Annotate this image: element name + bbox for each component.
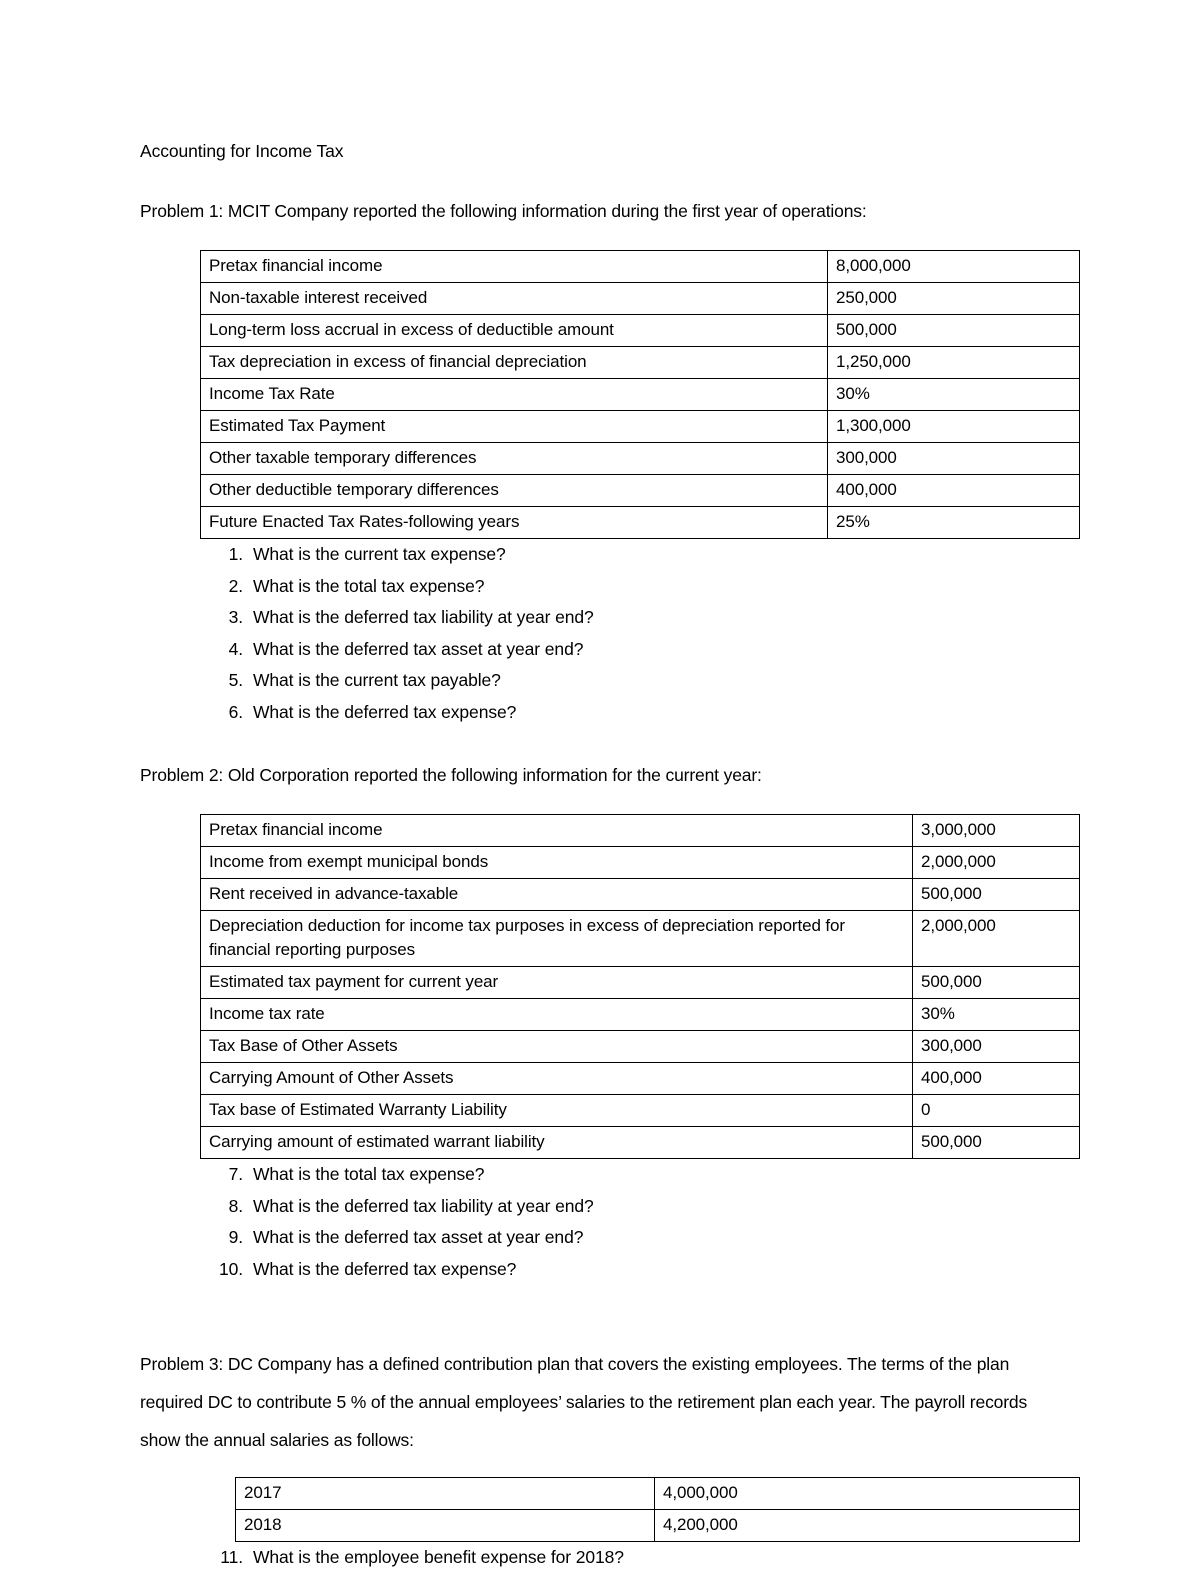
table-cell-label: Depreciation deduction for income tax purposes in excess of depreciation reported for financial reporting purposes [201,911,913,967]
problem-1-table [200,250,1080,539]
table-cell-label: Other deductible temporary differences [201,475,828,507]
problem-3-heading: Problem 3: DC Company has a defined contribution plan that covers the existing employees. The terms of the plan required DC to contribute 5 % of the annual employees’ salaries to the retirement plan each year. The payroll records show the annual salaries as follows: [140,1354,1028,1450]
table-cell-label: Rent received in advance-taxable [201,879,913,911]
list-item-number: 2. [228,575,243,596]
table-cell-label: Non-taxable interest received [201,283,828,315]
table-cell-value: 2,000,000 [913,847,1080,879]
table-cell-value: 4,200,000 [655,1510,1080,1542]
table-cell-value: 500,000 [913,1127,1080,1159]
table-cell-label: 2018 [236,1510,655,1542]
list-item-label: What is the total tax expense? [253,575,485,596]
list-item-number: 6. [228,701,243,722]
table-cell-label: Tax depreciation in excess of financial depreciation [201,347,828,379]
list-item-number: 10. [218,1258,243,1279]
table-cell-label: Estimated tax payment for current year [201,967,913,999]
table-row [201,379,1080,411]
table-cell-value: 300,000 [913,1031,1080,1063]
table-cell-label: Carrying Amount of Other Assets [201,1063,913,1095]
list-item-number: 5. [228,670,243,690]
table-row [201,283,1080,315]
list-item [140,539,1060,571]
table-body [236,1478,1080,1542]
list-item-label: What is the deferred tax asset at year end? [253,638,584,659]
list-item [140,697,1060,729]
list-item-label: What is the deferred tax liability at year end? [253,1195,594,1216]
table-row [201,475,1080,507]
list-item [140,1254,1060,1286]
list-item [140,1222,1060,1254]
page-title: Accounting for Income Tax [140,141,344,161]
table-cell-label: Tax Base of Other Assets [201,1031,913,1063]
table-cell-label: Estimated Tax Payment [201,411,828,443]
spacer [140,230,1060,250]
table-cell-label: Income from exempt municipal bonds [201,847,913,879]
table-row [201,1095,1080,1127]
table-cell-label: Future Enacted Tax Rates-following years [201,507,828,539]
list-item-label: What is the current tax expense? [253,544,506,564]
table-cell-value: 500,000 [913,879,1080,911]
table-row [201,411,1080,443]
table-cell-label: 2017 [236,1478,655,1510]
list-item-label: What is the current tax payable? [253,670,501,690]
table-cell-label: Pretax financial income [201,815,913,847]
list-item-label: What is the deferred tax expense? [253,1258,517,1279]
problem-3-question-list [140,1542,1060,1574]
problem-3-table [235,1477,1080,1542]
table-row [201,1127,1080,1159]
table-cell-value: 25% [828,507,1080,539]
table-row [201,1031,1080,1063]
table-cell-value: 2,000,000 [913,911,1080,967]
table-body [201,251,1080,539]
problem-2-heading: Problem 2: Old Corporation reported the following information for the current year: [140,765,762,785]
table-row [236,1478,1080,1510]
table-cell-value: 30% [913,999,1080,1031]
table-row [201,1063,1080,1095]
table-cell-value: 1,300,000 [828,411,1080,443]
list-item-number: 9. [228,1227,243,1247]
table-cell-label: Other taxable temporary differences [201,443,828,475]
table-cell-value: 3,000,000 [913,815,1080,847]
table-cell-value: 500,000 [828,315,1080,347]
problem-1-question-list [140,539,1060,728]
list-item-label: What is the total tax expense? [253,1164,485,1184]
table-row [201,347,1080,379]
list-item [140,571,1060,603]
table-cell-value: 500,000 [913,967,1080,999]
table-cell-label: Tax base of Estimated Warranty Liability [201,1095,913,1127]
table-row [201,507,1080,539]
table-cell-value: 250,000 [828,283,1080,315]
table-cell-value: 300,000 [828,443,1080,475]
list-item [140,1542,1060,1574]
table-cell-value: 400,000 [828,475,1080,507]
table-cell-value: 30% [828,379,1080,411]
table-cell-label: Income Tax Rate [201,379,828,411]
table-cell-value: 8,000,000 [828,251,1080,283]
problem-2-question-list [140,1159,1060,1285]
document-body [140,140,1060,1574]
list-item-label: What is the employee benefit expense for 2018? [253,1547,624,1567]
table-cell-value: 0 [913,1095,1080,1127]
table-cell-label: Pretax financial income [201,251,828,283]
table-cell-value: 400,000 [913,1063,1080,1095]
list-item-number: 4. [228,638,243,659]
problem-1-heading: Problem 1: MCIT Company reported the following information during the first year of operations: [140,201,867,221]
list-item-label: What is the deferred tax liability at year end? [253,607,594,627]
spacer [140,1459,1060,1477]
table-row [201,967,1080,999]
table-row [236,1510,1080,1542]
list-item [140,1191,1060,1223]
list-item-number: 1. [228,544,243,564]
list-item [140,634,1060,666]
problem-2-table [200,814,1080,1159]
table-cell-label: Long-term loss accrual in excess of deductible amount [201,315,828,347]
list-item [140,665,1060,697]
list-item [140,602,1060,634]
spacer [140,728,1060,756]
table-row [201,847,1080,879]
list-item [140,1159,1060,1191]
list-item-label: What is the deferred tax asset at year end? [253,1227,584,1247]
table-row [201,251,1080,283]
spacer [140,1285,1060,1345]
table-cell-value: 4,000,000 [655,1478,1080,1510]
spacer [140,794,1060,814]
list-item-label: What is the deferred tax expense? [253,701,517,722]
table-row [201,879,1080,911]
table-cell-value: 1,250,000 [828,347,1080,379]
table-cell-label: Income tax rate [201,999,913,1031]
table-cell-label: Carrying amount of estimated warrant liability [201,1127,913,1159]
table-row [201,315,1080,347]
table-row [201,443,1080,475]
table-row [201,911,1080,967]
table-row [201,815,1080,847]
table-body [201,815,1080,1159]
list-item-number: 7. [228,1164,243,1184]
list-item-number: 3. [228,607,243,627]
list-item-number: 8. [228,1195,243,1216]
list-item-number: 11. [220,1547,243,1567]
table-row [201,999,1080,1031]
